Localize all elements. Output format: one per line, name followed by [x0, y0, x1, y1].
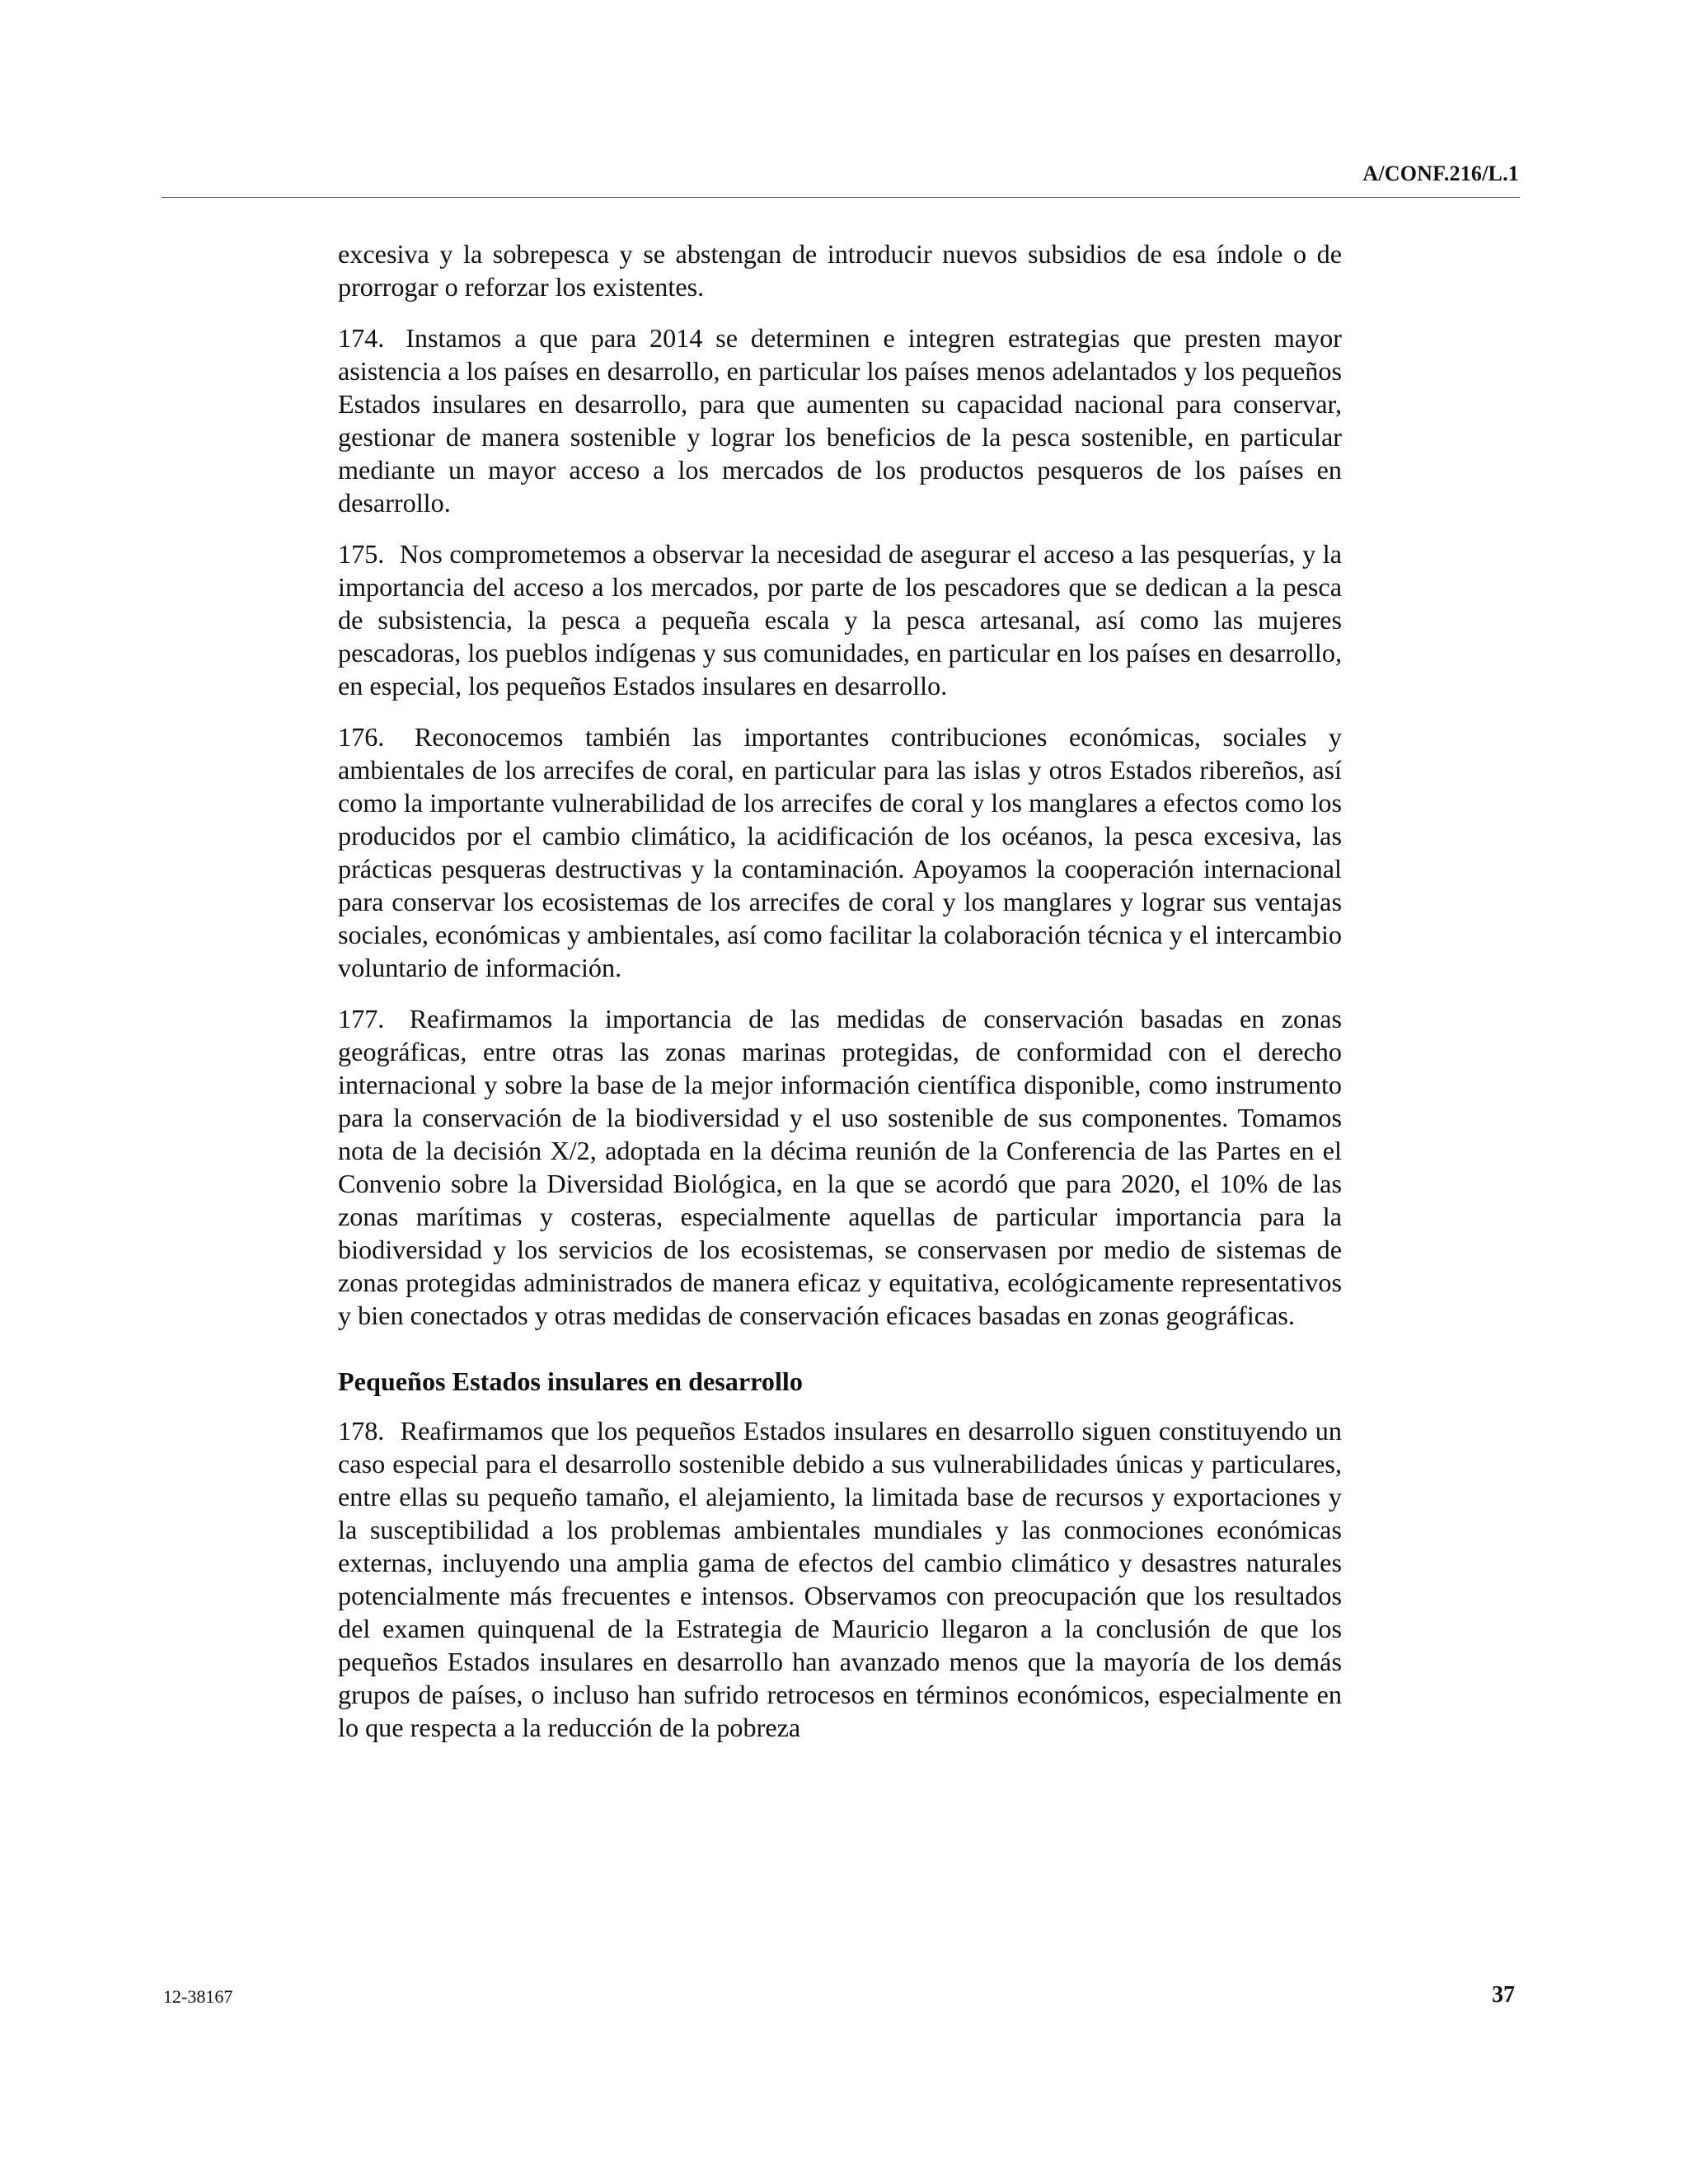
section-heading: Pequeños Estados insulares en desarrollo [338, 1366, 803, 1396]
paragraph-text: Nos comprometemos a observar la necesidad de asegurar el acceso a las pesquerías, y la importancia del acceso a los mercados, por parte de los pescadores que se dedican a la pesca de subsistencia, la pesca a pequeña escala y la pesca artesanal, así como las mujeres pescadoras, los pueblos indígenas y sus comunidades, en particular en los países en desarrollo, en especial, los pequeños Estados insulares en desarrollo. [338, 539, 1342, 701]
paragraph-continuation [338, 237, 1342, 303]
paragraph-174 [338, 321, 1342, 519]
paragraph-178 [338, 1414, 1342, 1744]
document-symbol: A/CONF.216/L.1 [1362, 162, 1519, 185]
paragraph-number: 174. [338, 323, 385, 353]
paragraph-176 [338, 720, 1342, 984]
header-rule [162, 197, 1520, 198]
page-number: 37 [1492, 1982, 1515, 2008]
paragraph-text: excesiva y la sobrepesca y se abstengan de introducir nuevos subsidios de esa índole o de prorrogar o reforzar los existentes. [338, 239, 1342, 302]
paragraph-number: 177. [338, 1004, 385, 1033]
paragraph-number: 176. [338, 722, 385, 752]
paragraph-text: Reconocemos también las importantes contribuciones económicas, sociales y ambientales de los arrecifes de coral, en particular para las islas y otros Estados ribereños, así como la importante vulnerabilidad de los arrecifes de coral y los manglares a efectos como los producidos por el cambio climático, la acidificación de los océanos, la pesca excesiva, las prácticas pesqueras destructivas y la contaminación. Apoyamos la cooperación internacional para conservar los ecosistemas de los arrecifes de coral y los manglares y lograr sus ventajas sociales, económicas y ambientales, así como facilitar la colaboración técnica y el intercambio voluntario de información. [338, 722, 1342, 982]
paragraph-text: Reafirmamos la importancia de las medidas de conservación basadas en zonas geográficas, entre otras las zonas marinas protegidas, de conformidad con el derecho internacional y sobre la base de la mejor información científica disponible, como instrumento para la conservación de la biodiversidad y el uso sostenible de sus componentes. Tomamos nota de la decisión X/2, adoptada en la décima reunión de la Conferencia de las Partes en el Convenio sobre la Diversidad Biológica, en la que se acordó que para 2020, el 10% de las zonas marítimas y costeras, especialmente aquellas de particular importancia para la biodiversidad y los servicios de los ecosistemas, se conservasen por medio de sistemas de zonas protegidas administrados de manera eficaz y equitativa, ecológicamente representativos y bien conectados y otras medidas de conservación eficaces basadas en zonas geográficas. [338, 1004, 1343, 1330]
paragraph-text: Instamos a que para 2014 se determinen e integren estrategias que presten mayor asistencia a los países en desarrollo, en particular los países menos adelantados y los pequeños Estados insulares en desarrollo, para que aumenten su capacidad nacional para conservar, gestionar de manera sostenible y lograr los beneficios de la pesca sostenible, en particular mediante un mayor acceso a los mercados de los productos pesqueros de los países en desarrollo. [338, 323, 1342, 518]
paragraph-177 [338, 1002, 1342, 1332]
paragraph-text: Reafirmamos que los pequeños Estados insulares en desarrollo siguen constituyendo un caso especial para el desarrollo sostenible debido a sus vulnerabilidades únicas y particulares, entre ellas su pequeño tamaño, el alejamiento, la limitada base de recursos y exportaciones y la susceptibilidad a los problemas ambientales mundiales y las conmociones económicas externas, incluyendo una amplia gama de efectos del cambio climático y desastres naturales potencialmente más frecuentes e intensos. Observamos con preocupación que los resultados del examen quinquenal de la Estrategia de Mauricio llegaron a la conclusión de que los pequeños Estados insulares en desarrollo han avanzado menos que la mayoría de los demás grupos de países, o incluso han sufrido retrocesos en términos económicos, especialmente en lo que respecta a la reducción de la pobreza [338, 1416, 1342, 1742]
paragraph-number: 175. [338, 539, 385, 569]
document-body [338, 237, 1342, 1762]
paragraph-number: 178. [338, 1416, 385, 1446]
paragraph-175 [338, 537, 1342, 702]
job-number: 12-38167 [163, 1986, 233, 2007]
